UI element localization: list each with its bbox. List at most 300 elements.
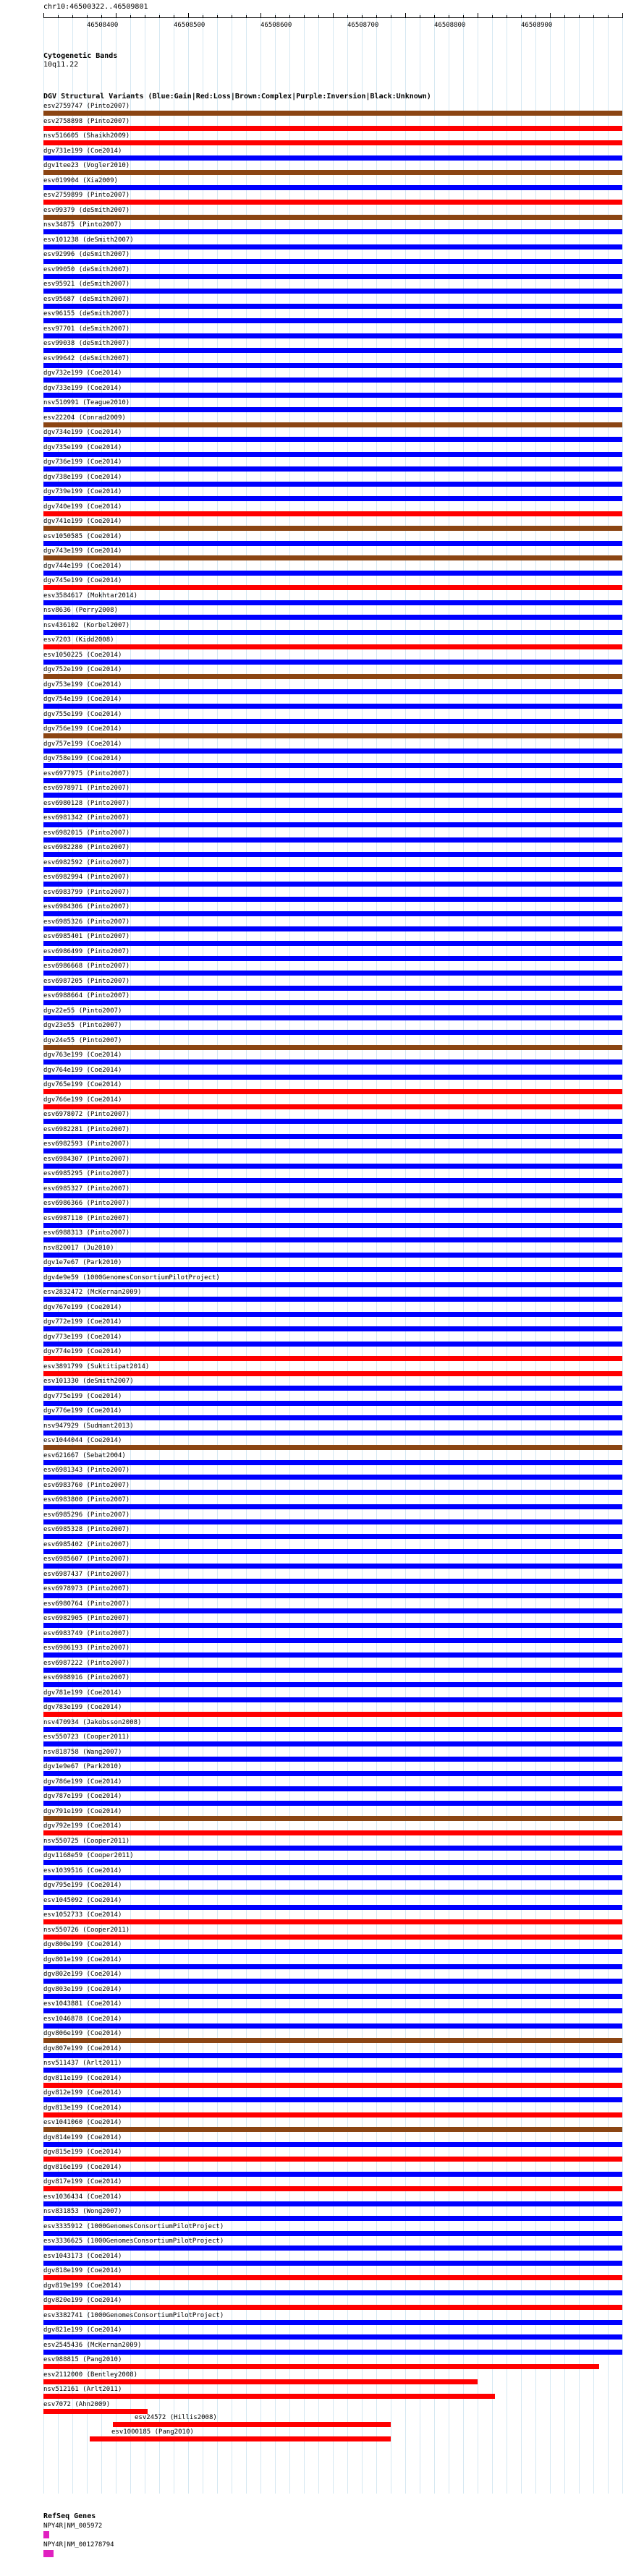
variant-label[interactable]: dgv1e7e67 (Park2010) bbox=[43, 1259, 122, 1266]
variant-bar[interactable] bbox=[43, 1475, 622, 1480]
variant-bar[interactable] bbox=[43, 393, 622, 398]
variant-bar[interactable] bbox=[43, 2097, 622, 2102]
variant-label[interactable]: dgv752e199 (Coe2014) bbox=[43, 666, 122, 673]
variant-label[interactable]: esv101238 (deSmith2007) bbox=[43, 236, 134, 244]
variant-bar[interactable] bbox=[43, 644, 622, 649]
variant-label[interactable]: nsv818758 (Wang2007) bbox=[43, 1748, 122, 1756]
variant-bar[interactable] bbox=[43, 793, 622, 798]
variant-bar[interactable] bbox=[43, 140, 622, 145]
variant-label[interactable]: dgv744e199 (Coe2014) bbox=[43, 562, 122, 570]
variant-bar[interactable] bbox=[43, 1104, 622, 1109]
variant-label[interactable]: esv6987205 (Pinto2007) bbox=[43, 977, 130, 985]
variant-label[interactable]: esv99642 (deSmith2007) bbox=[43, 354, 130, 362]
gene-label[interactable]: NPY4R|NM_001278794 bbox=[43, 2541, 114, 2549]
variant-bar[interactable] bbox=[43, 1371, 622, 1376]
variant-label[interactable]: esv6982593 (Pinto2007) bbox=[43, 1140, 130, 1148]
variant-bar[interactable] bbox=[43, 2083, 622, 2088]
variant-bar[interactable] bbox=[43, 2290, 622, 2295]
variant-label[interactable]: dgv819e199 (Coe2014) bbox=[43, 2282, 122, 2290]
variant-bar[interactable] bbox=[43, 1549, 622, 1554]
variant-bar[interactable] bbox=[43, 1445, 622, 1450]
variant-bar[interactable] bbox=[43, 1297, 622, 1302]
variant-label[interactable]: dgv757e199 (Coe2014) bbox=[43, 740, 122, 748]
variant-bar[interactable] bbox=[43, 615, 622, 620]
variant-bar[interactable] bbox=[43, 1534, 622, 1539]
variant-bar[interactable] bbox=[43, 1490, 622, 1495]
variant-bar[interactable] bbox=[43, 2172, 622, 2177]
variant-bar[interactable] bbox=[43, 111, 622, 116]
variant-label[interactable]: dgv776e199 (Coe2014) bbox=[43, 1407, 122, 1415]
variant-label[interactable]: esv24572 (Hillis2008) bbox=[135, 2413, 217, 2421]
variant-label[interactable]: dgv743e199 (Coe2014) bbox=[43, 547, 122, 555]
variant-label[interactable]: dgv801e199 (Coe2014) bbox=[43, 1956, 122, 1963]
variant-label[interactable]: esv6983760 (Pinto2007) bbox=[43, 1481, 130, 1489]
variant-bar[interactable] bbox=[43, 660, 622, 665]
variant-bar[interactable] bbox=[43, 1994, 622, 1999]
variant-label[interactable]: esv99038 (deSmith2007) bbox=[43, 340, 130, 347]
variant-label[interactable]: esv96155 (deSmith2007) bbox=[43, 310, 130, 317]
variant-label[interactable]: dgv774e199 (Coe2014) bbox=[43, 1348, 122, 1355]
variant-bar[interactable] bbox=[43, 2157, 622, 2162]
variant-bar[interactable] bbox=[43, 1890, 622, 1895]
variant-label[interactable]: esv6978971 (Pinto2007) bbox=[43, 785, 130, 792]
variant-bar[interactable] bbox=[43, 1593, 622, 1598]
variant-bar[interactable] bbox=[43, 1860, 622, 1865]
variant-bar[interactable] bbox=[43, 1579, 622, 1584]
variant-label[interactable]: esv6985607 (Pinto2007) bbox=[43, 1556, 130, 1563]
variant-bar[interactable] bbox=[43, 941, 622, 946]
variant-label[interactable]: esv6986366 (Pinto2007) bbox=[43, 1200, 130, 1207]
gene-feature[interactable] bbox=[43, 2531, 49, 2538]
variant-label[interactable]: esv6988916 (Pinto2007) bbox=[43, 1674, 130, 1681]
variant-label[interactable]: esv6985296 (Pinto2007) bbox=[43, 1511, 130, 1519]
variant-label[interactable]: dgv739e199 (Coe2014) bbox=[43, 488, 122, 495]
variant-label[interactable]: esv988815 (Pang2010) bbox=[43, 2356, 122, 2363]
variant-label[interactable]: dgv755e199 (Coe2014) bbox=[43, 710, 122, 718]
variant-bar[interactable] bbox=[43, 1608, 622, 1613]
variant-bar[interactable] bbox=[43, 585, 622, 590]
variant-bar[interactable] bbox=[43, 511, 622, 516]
variant-label[interactable]: nsv831853 (Wong2007) bbox=[43, 2208, 122, 2215]
variant-label[interactable]: nsv516605 (Shaikh2009) bbox=[43, 132, 130, 140]
variant-label[interactable]: dgv786e199 (Coe2014) bbox=[43, 1778, 122, 1786]
variant-bar[interactable] bbox=[43, 1875, 622, 1880]
variant-label[interactable]: esv1000185 (Pang2010) bbox=[111, 2428, 194, 2436]
variant-label[interactable]: esv95687 (deSmith2007) bbox=[43, 295, 130, 303]
variant-bar[interactable] bbox=[43, 466, 622, 472]
variant-label[interactable]: esv6980764 (Pinto2007) bbox=[43, 1600, 130, 1608]
variant-label[interactable]: esv1045092 (Coe2014) bbox=[43, 1896, 122, 1904]
variant-bar[interactable] bbox=[43, 852, 622, 857]
variant-label[interactable]: dgv738e199 (Coe2014) bbox=[43, 473, 122, 481]
variant-label[interactable]: dgv765e199 (Coe2014) bbox=[43, 1081, 122, 1088]
variant-bar[interactable] bbox=[43, 2008, 622, 2013]
variant-bar[interactable] bbox=[43, 2142, 622, 2147]
variant-bar[interactable] bbox=[43, 1208, 622, 1213]
variant-bar[interactable] bbox=[43, 2246, 622, 2251]
variant-label[interactable]: nsv820017 (Ju2010) bbox=[43, 1244, 114, 1252]
variant-label[interactable]: dgv792e199 (Coe2014) bbox=[43, 1822, 122, 1830]
variant-bar[interactable] bbox=[43, 289, 622, 294]
variant-bar[interactable] bbox=[43, 378, 622, 383]
variant-label[interactable]: esv6984306 (Pinto2007) bbox=[43, 903, 130, 910]
variant-label[interactable]: esv6982994 (Pinto2007) bbox=[43, 874, 130, 881]
variant-label[interactable]: esv1044044 (Coe2014) bbox=[43, 1437, 122, 1444]
variant-label[interactable]: dgv811e199 (Coe2014) bbox=[43, 2074, 122, 2082]
variant-bar[interactable] bbox=[43, 2320, 622, 2325]
variant-bar[interactable] bbox=[43, 897, 622, 902]
variant-bar[interactable] bbox=[43, 1979, 622, 1984]
variant-bar[interactable] bbox=[43, 1282, 622, 1287]
variant-label[interactable]: nsv34875 (Pinto2007) bbox=[43, 221, 122, 229]
variant-bar[interactable] bbox=[43, 437, 622, 442]
variant-bar[interactable] bbox=[43, 244, 622, 250]
variant-label[interactable]: esv6987110 (Pinto2007) bbox=[43, 1214, 130, 1222]
variant-bar[interactable] bbox=[43, 229, 622, 234]
variant-label[interactable]: esv1043881 (Coe2014) bbox=[43, 2000, 122, 2008]
variant-label[interactable]: dgv735e199 (Coe2014) bbox=[43, 443, 122, 451]
variant-label[interactable]: esv2545436 (McKernan2009) bbox=[43, 2341, 142, 2349]
variant-label[interactable]: esv97701 (deSmith2007) bbox=[43, 325, 130, 333]
variant-label[interactable]: dgv732e199 (Coe2014) bbox=[43, 370, 122, 377]
variant-bar[interactable] bbox=[43, 1712, 622, 1717]
variant-bar[interactable] bbox=[43, 1326, 622, 1331]
variant-bar[interactable] bbox=[43, 1519, 622, 1524]
variant-bar[interactable] bbox=[43, 1816, 622, 1821]
variant-label[interactable]: dgv24e55 (Pinto2007) bbox=[43, 1036, 122, 1044]
variant-label[interactable]: esv1046878 (Coe2014) bbox=[43, 2015, 122, 2023]
variant-bar[interactable] bbox=[43, 1030, 622, 1035]
variant-label[interactable]: dgv775e199 (Coe2014) bbox=[43, 1392, 122, 1400]
variant-label[interactable]: esv2759899 (Pinto2007) bbox=[43, 192, 130, 199]
variant-label[interactable]: esv6984307 (Pinto2007) bbox=[43, 1155, 130, 1163]
variant-bar[interactable] bbox=[43, 2127, 622, 2132]
variant-label[interactable]: dgv734e199 (Coe2014) bbox=[43, 429, 122, 436]
variant-bar[interactable] bbox=[43, 1148, 622, 1153]
variant-label[interactable]: dgv1e9e67 (Park2010) bbox=[43, 1763, 122, 1770]
variant-label[interactable]: esv99379 (deSmith2007) bbox=[43, 206, 130, 214]
variant-label[interactable]: dgv756e199 (Coe2014) bbox=[43, 725, 122, 733]
variant-bar[interactable] bbox=[43, 1652, 622, 1658]
variant-bar[interactable] bbox=[43, 2275, 622, 2280]
variant-label[interactable]: esv6985326 (Pinto2007) bbox=[43, 918, 130, 926]
variant-label[interactable]: esv101330 (deSmith2007) bbox=[43, 1378, 134, 1385]
variant-bar[interactable] bbox=[43, 1697, 622, 1702]
variant-bar[interactable] bbox=[43, 1682, 622, 1687]
variant-label[interactable]: esv6986193 (Pinto2007) bbox=[43, 1645, 130, 1652]
variant-bar[interactable] bbox=[43, 274, 622, 279]
variant-label[interactable]: nsv8636 (Perry2008) bbox=[43, 607, 118, 614]
variant-label[interactable]: nsv947929 (Sudmant2013) bbox=[43, 1422, 134, 1430]
variant-bar[interactable] bbox=[43, 1119, 622, 1124]
variant-bar[interactable] bbox=[43, 2409, 148, 2414]
variant-bar[interactable] bbox=[43, 200, 622, 205]
variant-bar[interactable] bbox=[43, 2334, 622, 2340]
variant-bar[interactable] bbox=[43, 867, 622, 872]
variant-label[interactable]: dgv740e199 (Coe2014) bbox=[43, 503, 122, 511]
variant-bar[interactable] bbox=[43, 1949, 622, 1954]
variant-bar[interactable] bbox=[43, 2053, 622, 2058]
variant-bar[interactable] bbox=[43, 571, 622, 576]
variant-bar[interactable] bbox=[43, 2231, 622, 2236]
variant-label[interactable]: dgv754e199 (Coe2014) bbox=[43, 696, 122, 703]
variant-label[interactable]: nsv550726 (Cooper2011) bbox=[43, 1926, 130, 1934]
variant-label[interactable]: dgv23e55 (Pinto2007) bbox=[43, 1022, 122, 1029]
variant-label[interactable]: dgv1168e59 (Cooper2011) bbox=[43, 1852, 134, 1859]
variant-bar[interactable] bbox=[43, 1134, 622, 1139]
variant-bar[interactable] bbox=[43, 1253, 622, 1258]
variant-bar[interactable] bbox=[43, 2112, 622, 2117]
gene-label[interactable]: NPY4R|NM_005972 bbox=[43, 2522, 103, 2530]
variant-bar[interactable] bbox=[43, 2364, 599, 2369]
variant-label[interactable]: esv6985401 (Pinto2007) bbox=[43, 933, 130, 940]
variant-bar[interactable] bbox=[43, 1638, 622, 1643]
variant-bar[interactable] bbox=[43, 1075, 622, 1080]
variant-label[interactable]: esv6986499 (Pinto2007) bbox=[43, 947, 130, 955]
variant-bar[interactable] bbox=[43, 363, 622, 368]
variant-bar[interactable] bbox=[43, 733, 622, 738]
variant-label[interactable]: esv1041060 (Coe2014) bbox=[43, 2119, 122, 2126]
variant-bar[interactable] bbox=[43, 1356, 622, 1361]
variant-label[interactable]: esv6988664 (Pinto2007) bbox=[43, 992, 130, 999]
variant-label[interactable]: dgv745e199 (Coe2014) bbox=[43, 577, 122, 584]
variant-bar[interactable] bbox=[43, 1386, 622, 1391]
variant-label[interactable]: dgv736e199 (Coe2014) bbox=[43, 459, 122, 466]
variant-label[interactable]: esv1052733 (Coe2014) bbox=[43, 1911, 122, 1919]
variant-bar[interactable] bbox=[43, 1237, 622, 1242]
variant-bar[interactable] bbox=[43, 1741, 622, 1747]
variant-label[interactable]: esv019904 (Xia2009) bbox=[43, 176, 118, 184]
variant-label[interactable]: esv1043173 (Coe2014) bbox=[43, 2252, 122, 2260]
variant-label[interactable]: esv6982281 (Pinto2007) bbox=[43, 1125, 130, 1133]
variant-bar[interactable] bbox=[43, 348, 622, 353]
variant-label[interactable]: dgv773e199 (Coe2014) bbox=[43, 1333, 122, 1341]
variant-bar[interactable] bbox=[43, 719, 622, 724]
variant-label[interactable]: dgv4e9e59 (1000GenomesConsortiumPilotProject) bbox=[43, 1274, 220, 1281]
variant-label[interactable]: nsv510991 (Teague2010) bbox=[43, 399, 130, 406]
variant-bar[interactable] bbox=[90, 2436, 391, 2441]
variant-label[interactable]: dgv766e199 (Coe2014) bbox=[43, 1096, 122, 1104]
variant-bar[interactable] bbox=[43, 808, 622, 813]
variant-label[interactable]: dgv812e199 (Coe2014) bbox=[43, 2089, 122, 2097]
variant-bar[interactable] bbox=[43, 1846, 622, 1851]
variant-label[interactable]: esv6977975 (Pinto2007) bbox=[43, 769, 130, 777]
variant-bar[interactable] bbox=[43, 1312, 622, 1317]
variant-label[interactable]: dgv764e199 (Coe2014) bbox=[43, 1066, 122, 1074]
variant-bar[interactable] bbox=[43, 2261, 622, 2266]
variant-label[interactable]: esv6981343 (Pinto2007) bbox=[43, 1467, 130, 1474]
variant-label[interactable]: dgv795e199 (Coe2014) bbox=[43, 1882, 122, 1889]
variant-bar[interactable] bbox=[43, 2394, 495, 2399]
variant-label[interactable]: esv6978072 (Pinto2007) bbox=[43, 1111, 130, 1118]
variant-label[interactable]: dgv820e199 (Coe2014) bbox=[43, 2297, 122, 2304]
variant-bar[interactable] bbox=[43, 1964, 622, 1969]
variant-label[interactable]: esv6980128 (Pinto2007) bbox=[43, 799, 130, 807]
variant-label[interactable]: dgv753e199 (Coe2014) bbox=[43, 681, 122, 688]
variant-bar[interactable] bbox=[43, 422, 622, 427]
variant-label[interactable]: dgv22e55 (Pinto2007) bbox=[43, 1007, 122, 1015]
variant-bar[interactable] bbox=[43, 674, 622, 679]
variant-bar[interactable] bbox=[43, 1089, 622, 1094]
variant-label[interactable]: dgv731e199 (Coe2014) bbox=[43, 147, 122, 155]
variant-bar[interactable] bbox=[43, 1504, 622, 1509]
variant-bar[interactable] bbox=[43, 1460, 622, 1465]
variant-bar[interactable] bbox=[43, 971, 622, 976]
variant-bar[interactable] bbox=[43, 1830, 622, 1835]
variant-label[interactable]: dgv817e199 (Coe2014) bbox=[43, 2178, 122, 2185]
variant-bar[interactable] bbox=[43, 1267, 622, 1272]
variant-bar[interactable] bbox=[43, 1935, 622, 1940]
variant-bar[interactable] bbox=[43, 911, 622, 916]
variant-label[interactable]: esv2832472 (McKernan2009) bbox=[43, 1289, 142, 1296]
variant-bar[interactable] bbox=[43, 1905, 622, 1910]
variant-label[interactable]: dgv781e199 (Coe2014) bbox=[43, 1689, 122, 1697]
variant-label[interactable]: esv2759747 (Pinto2007) bbox=[43, 103, 130, 110]
variant-label[interactable]: esv2758898 (Pinto2007) bbox=[43, 117, 130, 125]
variant-bar[interactable] bbox=[43, 1727, 622, 1732]
variant-bar[interactable] bbox=[43, 541, 622, 546]
variant-label[interactable]: dgv767e199 (Coe2014) bbox=[43, 1303, 122, 1311]
variant-bar[interactable] bbox=[43, 1771, 622, 1776]
gene-feature[interactable] bbox=[43, 2550, 54, 2557]
variant-label[interactable]: nsv511437 (Arlt2011) bbox=[43, 2060, 122, 2067]
variant-bar[interactable] bbox=[43, 526, 622, 531]
variant-label[interactable]: dgv763e199 (Coe2014) bbox=[43, 1052, 122, 1059]
variant-label[interactable]: esv22204 (Conrad2009) bbox=[43, 414, 126, 422]
variant-label[interactable]: dgv813e199 (Coe2014) bbox=[43, 2104, 122, 2112]
variant-bar[interactable] bbox=[43, 1045, 622, 1050]
variant-label[interactable]: nsv436102 (Korbel2007) bbox=[43, 621, 130, 629]
variant-bar[interactable] bbox=[43, 333, 622, 338]
variant-bar[interactable] bbox=[43, 2305, 622, 2310]
variant-bar[interactable] bbox=[43, 986, 622, 991]
variant-label[interactable]: esv6986668 (Pinto2007) bbox=[43, 963, 130, 970]
variant-bar[interactable] bbox=[43, 1059, 622, 1065]
variant-bar[interactable] bbox=[43, 555, 622, 560]
variant-label[interactable]: dgv783e199 (Coe2014) bbox=[43, 1704, 122, 1711]
variant-bar[interactable] bbox=[43, 1015, 622, 1020]
variant-label[interactable]: dgv791e199 (Coe2014) bbox=[43, 1807, 122, 1815]
variant-label[interactable]: esv99050 (deSmith2007) bbox=[43, 265, 130, 273]
variant-label[interactable]: dgv803e199 (Coe2014) bbox=[43, 1985, 122, 1993]
variant-bar[interactable] bbox=[43, 837, 622, 843]
variant-bar[interactable] bbox=[43, 1164, 622, 1169]
variant-bar[interactable] bbox=[43, 2068, 622, 2073]
variant-label[interactable]: esv6983800 (Pinto2007) bbox=[43, 1496, 130, 1504]
variant-label[interactable]: esv6982015 (Pinto2007) bbox=[43, 829, 130, 837]
variant-label[interactable]: esv6985328 (Pinto2007) bbox=[43, 1526, 130, 1533]
variant-label[interactable]: dgv802e199 (Coe2014) bbox=[43, 1971, 122, 1978]
variant-bar[interactable] bbox=[43, 882, 622, 887]
variant-bar[interactable] bbox=[43, 2379, 478, 2384]
variant-label[interactable]: esv1039516 (Coe2014) bbox=[43, 1867, 122, 1875]
variant-label[interactable]: dgv758e199 (Coe2014) bbox=[43, 755, 122, 762]
variant-label[interactable]: esv6978973 (Pinto2007) bbox=[43, 1585, 130, 1592]
variant-bar[interactable] bbox=[43, 1415, 622, 1420]
variant-label[interactable]: dgv815e199 (Coe2014) bbox=[43, 2149, 122, 2156]
variant-label[interactable]: esv6988313 (Pinto2007) bbox=[43, 1229, 130, 1237]
variant-bar[interactable] bbox=[43, 496, 622, 501]
variant-bar[interactable] bbox=[43, 778, 622, 783]
variant-bar[interactable] bbox=[43, 126, 622, 131]
variant-bar[interactable] bbox=[43, 1564, 622, 1569]
variant-label[interactable]: dgv821e199 (Coe2014) bbox=[43, 2326, 122, 2334]
variant-bar[interactable] bbox=[43, 1668, 622, 1673]
variant-label[interactable]: dgv800e199 (Coe2014) bbox=[43, 1941, 122, 1948]
variant-label[interactable]: esv1036434 (Coe2014) bbox=[43, 2193, 122, 2201]
variant-bar[interactable] bbox=[43, 2186, 622, 2191]
variant-bar[interactable] bbox=[43, 407, 622, 412]
variant-bar[interactable] bbox=[43, 1757, 622, 1762]
variant-label[interactable]: esv6985295 (Pinto2007) bbox=[43, 1170, 130, 1177]
variant-bar[interactable] bbox=[43, 1623, 622, 1628]
variant-bar[interactable] bbox=[43, 1000, 622, 1005]
variant-label[interactable]: esv1050225 (Coe2014) bbox=[43, 651, 122, 659]
variant-bar[interactable] bbox=[43, 2201, 622, 2206]
variant-label[interactable]: esv6985327 (Pinto2007) bbox=[43, 1185, 130, 1193]
variant-bar[interactable] bbox=[43, 704, 622, 709]
variant-bar[interactable] bbox=[43, 1193, 622, 1198]
variant-bar[interactable] bbox=[43, 259, 622, 264]
variant-label[interactable]: esv7203 (Kidd2008) bbox=[43, 636, 114, 644]
variant-label[interactable]: esv1050585 (Coe2014) bbox=[43, 532, 122, 540]
variant-bar[interactable] bbox=[43, 452, 622, 457]
variant-label[interactable]: esv550723 (Cooper2011) bbox=[43, 1733, 130, 1741]
variant-bar[interactable] bbox=[43, 1223, 622, 1228]
variant-label[interactable]: esv3891799 (Suktitipat2014) bbox=[43, 1362, 150, 1370]
variant-bar[interactable] bbox=[43, 763, 622, 768]
variant-label[interactable]: esv3336625 (1000GenomesConsortiumPilotProject) bbox=[43, 2238, 224, 2245]
variant-label[interactable]: dgv733e199 (Coe2014) bbox=[43, 384, 122, 392]
variant-bar[interactable] bbox=[43, 155, 622, 161]
variant-bar[interactable] bbox=[43, 2216, 622, 2221]
variant-label[interactable]: dgv772e199 (Coe2014) bbox=[43, 1318, 122, 1326]
variant-bar[interactable] bbox=[113, 2422, 391, 2427]
variant-label[interactable]: esv95921 (deSmith2007) bbox=[43, 281, 130, 288]
variant-bar[interactable] bbox=[43, 749, 622, 754]
variant-label[interactable]: esv621667 (Sebat2004) bbox=[43, 1451, 126, 1459]
variant-bar[interactable] bbox=[43, 1786, 622, 1791]
variant-bar[interactable] bbox=[43, 304, 622, 309]
variant-label[interactable]: dgv806e199 (Coe2014) bbox=[43, 2030, 122, 2037]
variant-bar[interactable] bbox=[43, 926, 622, 931]
variant-bar[interactable] bbox=[43, 822, 622, 827]
variant-bar[interactable] bbox=[43, 1919, 622, 1924]
variant-label[interactable]: dgv741e199 (Coe2014) bbox=[43, 518, 122, 525]
variant-bar[interactable] bbox=[43, 1430, 622, 1436]
variant-bar[interactable] bbox=[43, 2023, 622, 2029]
variant-label[interactable]: esv6982905 (Pinto2007) bbox=[43, 1615, 130, 1622]
variant-label[interactable]: dgv814e199 (Coe2014) bbox=[43, 2133, 122, 2141]
variant-bar[interactable] bbox=[43, 630, 622, 635]
variant-label[interactable]: esv6987222 (Pinto2007) bbox=[43, 1659, 130, 1667]
variant-bar[interactable] bbox=[43, 1801, 622, 1806]
variant-label[interactable]: esv3335912 (1000GenomesConsortiumPilotProject) bbox=[43, 2222, 224, 2230]
variant-bar[interactable] bbox=[43, 482, 622, 487]
variant-label[interactable]: nsv470934 (Jakobsson2008) bbox=[43, 1718, 142, 1726]
variant-label[interactable]: dgv1tee23 (Vogler2010) bbox=[43, 162, 130, 169]
variant-bar[interactable] bbox=[43, 600, 622, 605]
variant-label[interactable]: esv6981342 (Pinto2007) bbox=[43, 814, 130, 822]
variant-label[interactable]: esv6987437 (Pinto2007) bbox=[43, 1570, 130, 1578]
variant-label[interactable]: esv7072 (Ahn2009) bbox=[43, 2400, 111, 2408]
variant-bar[interactable] bbox=[43, 1342, 622, 1347]
variant-bar[interactable] bbox=[43, 1401, 622, 1406]
variant-label[interactable]: esv6982592 (Pinto2007) bbox=[43, 858, 130, 866]
variant-bar[interactable] bbox=[43, 170, 622, 175]
variant-bar[interactable] bbox=[43, 215, 622, 220]
variant-bar[interactable] bbox=[43, 2350, 622, 2355]
